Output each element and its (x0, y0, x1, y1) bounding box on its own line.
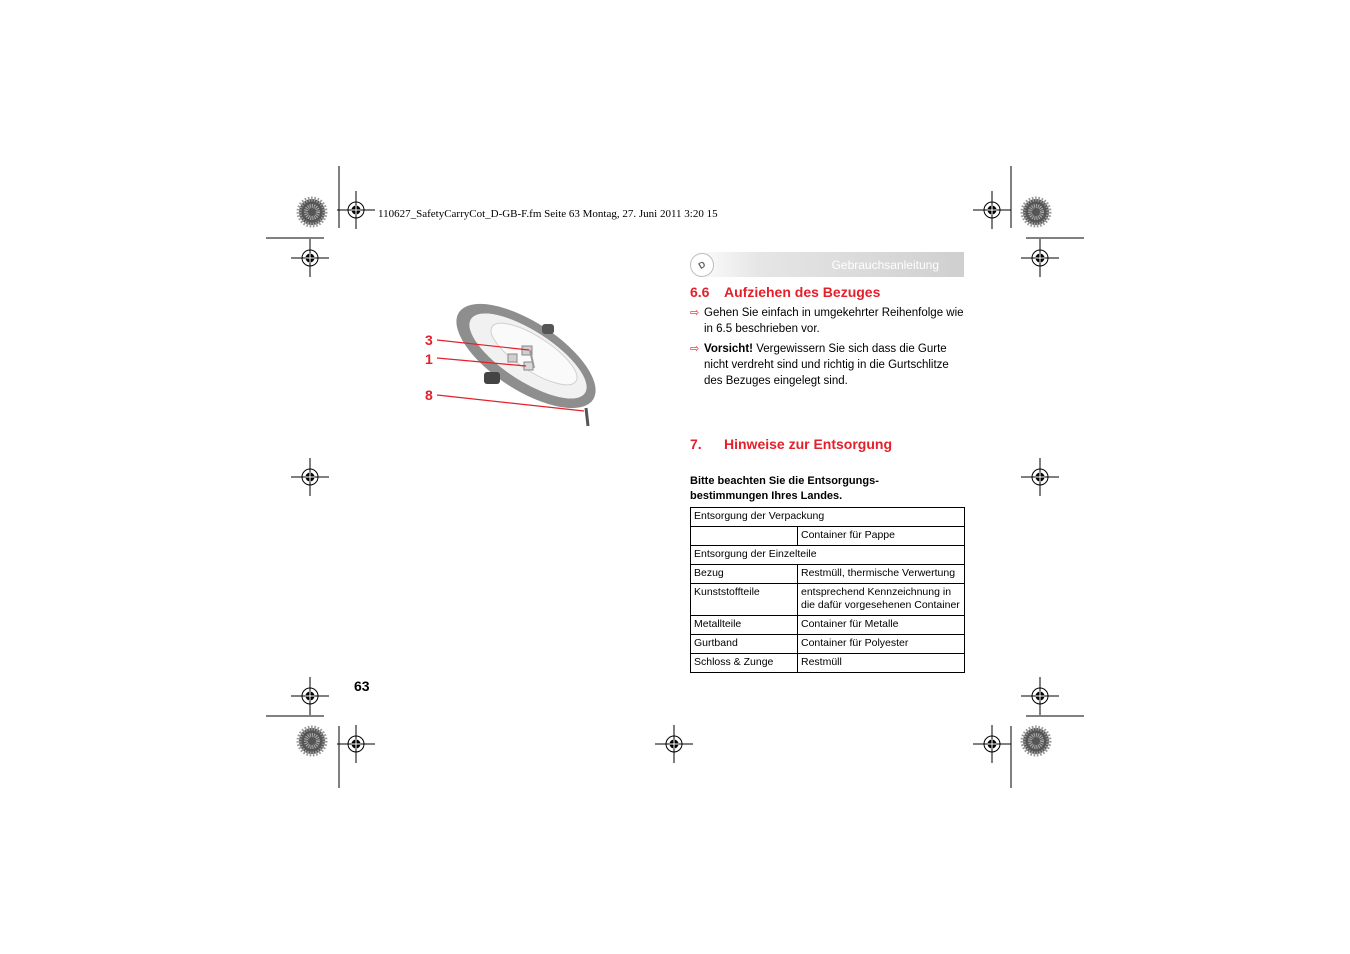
part-disposal: Container für Polyester (798, 635, 965, 654)
table-row (691, 654, 965, 673)
language-tab-bar (690, 252, 964, 277)
instruction-2 (690, 341, 965, 389)
arrow-right-icon: ⇨ (690, 307, 700, 319)
part-disposal: Restmüll, thermische Verwertung (798, 565, 965, 584)
cot-handle-right (542, 324, 554, 334)
disposal-note: Bitte beachten Sie die Entsorgungs-bestimmungen Ihres Landes. (690, 475, 879, 502)
part-name: Metallteile (691, 616, 798, 635)
instruction-2-text: Vergewissern Sie sich dass die Gurte nicht verdreht sind und richtig in die Gurtschlitze des Bezuges eingelegt sind. (704, 343, 949, 387)
packaging-value: Container für Pappe (798, 527, 965, 546)
parts-header: Entsorgung der Einzelteile (691, 546, 965, 565)
table-row (691, 527, 965, 546)
carry-cot-illustration (434, 288, 610, 428)
part-name: Schloss & Zunge (691, 654, 798, 673)
cot-handle-left (484, 372, 500, 384)
part-disposal: entsprechend Kennzeichnung in die dafür vorgesehenen Container (798, 584, 965, 616)
table-row (691, 546, 965, 565)
disposal-table (690, 507, 965, 673)
table-row (691, 635, 965, 654)
cot-stand (586, 408, 588, 426)
section-number: 7. (690, 436, 702, 452)
cot-buckle-left (508, 354, 517, 362)
language-badge: D (686, 249, 719, 282)
section-7-heading (690, 436, 892, 452)
part-disposal: Restmüll (798, 654, 965, 673)
part-name: Bezug (691, 565, 798, 584)
callout-8: 8 (425, 387, 433, 403)
part-name: Gurtband (691, 635, 798, 654)
table-row (691, 584, 965, 616)
part-name: Kunststoffteile (691, 584, 798, 616)
table-row (691, 616, 965, 635)
table-row (691, 565, 965, 584)
section-title: Aufziehen des Bezuges (724, 284, 881, 300)
section-6-6-heading (690, 284, 880, 300)
callout-1: 1 (425, 351, 433, 367)
section-title: Hinweise zur Entsorgung (724, 436, 893, 452)
callout-3: 3 (425, 332, 433, 348)
instruction-1-text: Gehen Sie einfach in umgekehrter Reihenfolge wie in 6.5 beschrieben vor. (704, 307, 964, 335)
table-row (691, 508, 965, 527)
caution-label: Vorsicht! (704, 343, 753, 355)
section-number: 6.6 (690, 284, 710, 300)
instruction-1 (690, 305, 965, 337)
page-number: 63 (354, 678, 370, 694)
arrow-right-icon: ⇨ (690, 343, 700, 355)
file-info-header: 110627_SafetyCarryCot_D-GB-F.fm Seite 63 Montag, 27. Juni 2011 3:20 15 (378, 208, 718, 220)
part-disposal: Container für Metalle (798, 616, 965, 635)
packaging-header: Entsorgung der Verpackung (691, 508, 965, 527)
tab-label: Gebrauchsanleitung (831, 258, 939, 272)
table-cell-empty (691, 527, 798, 546)
